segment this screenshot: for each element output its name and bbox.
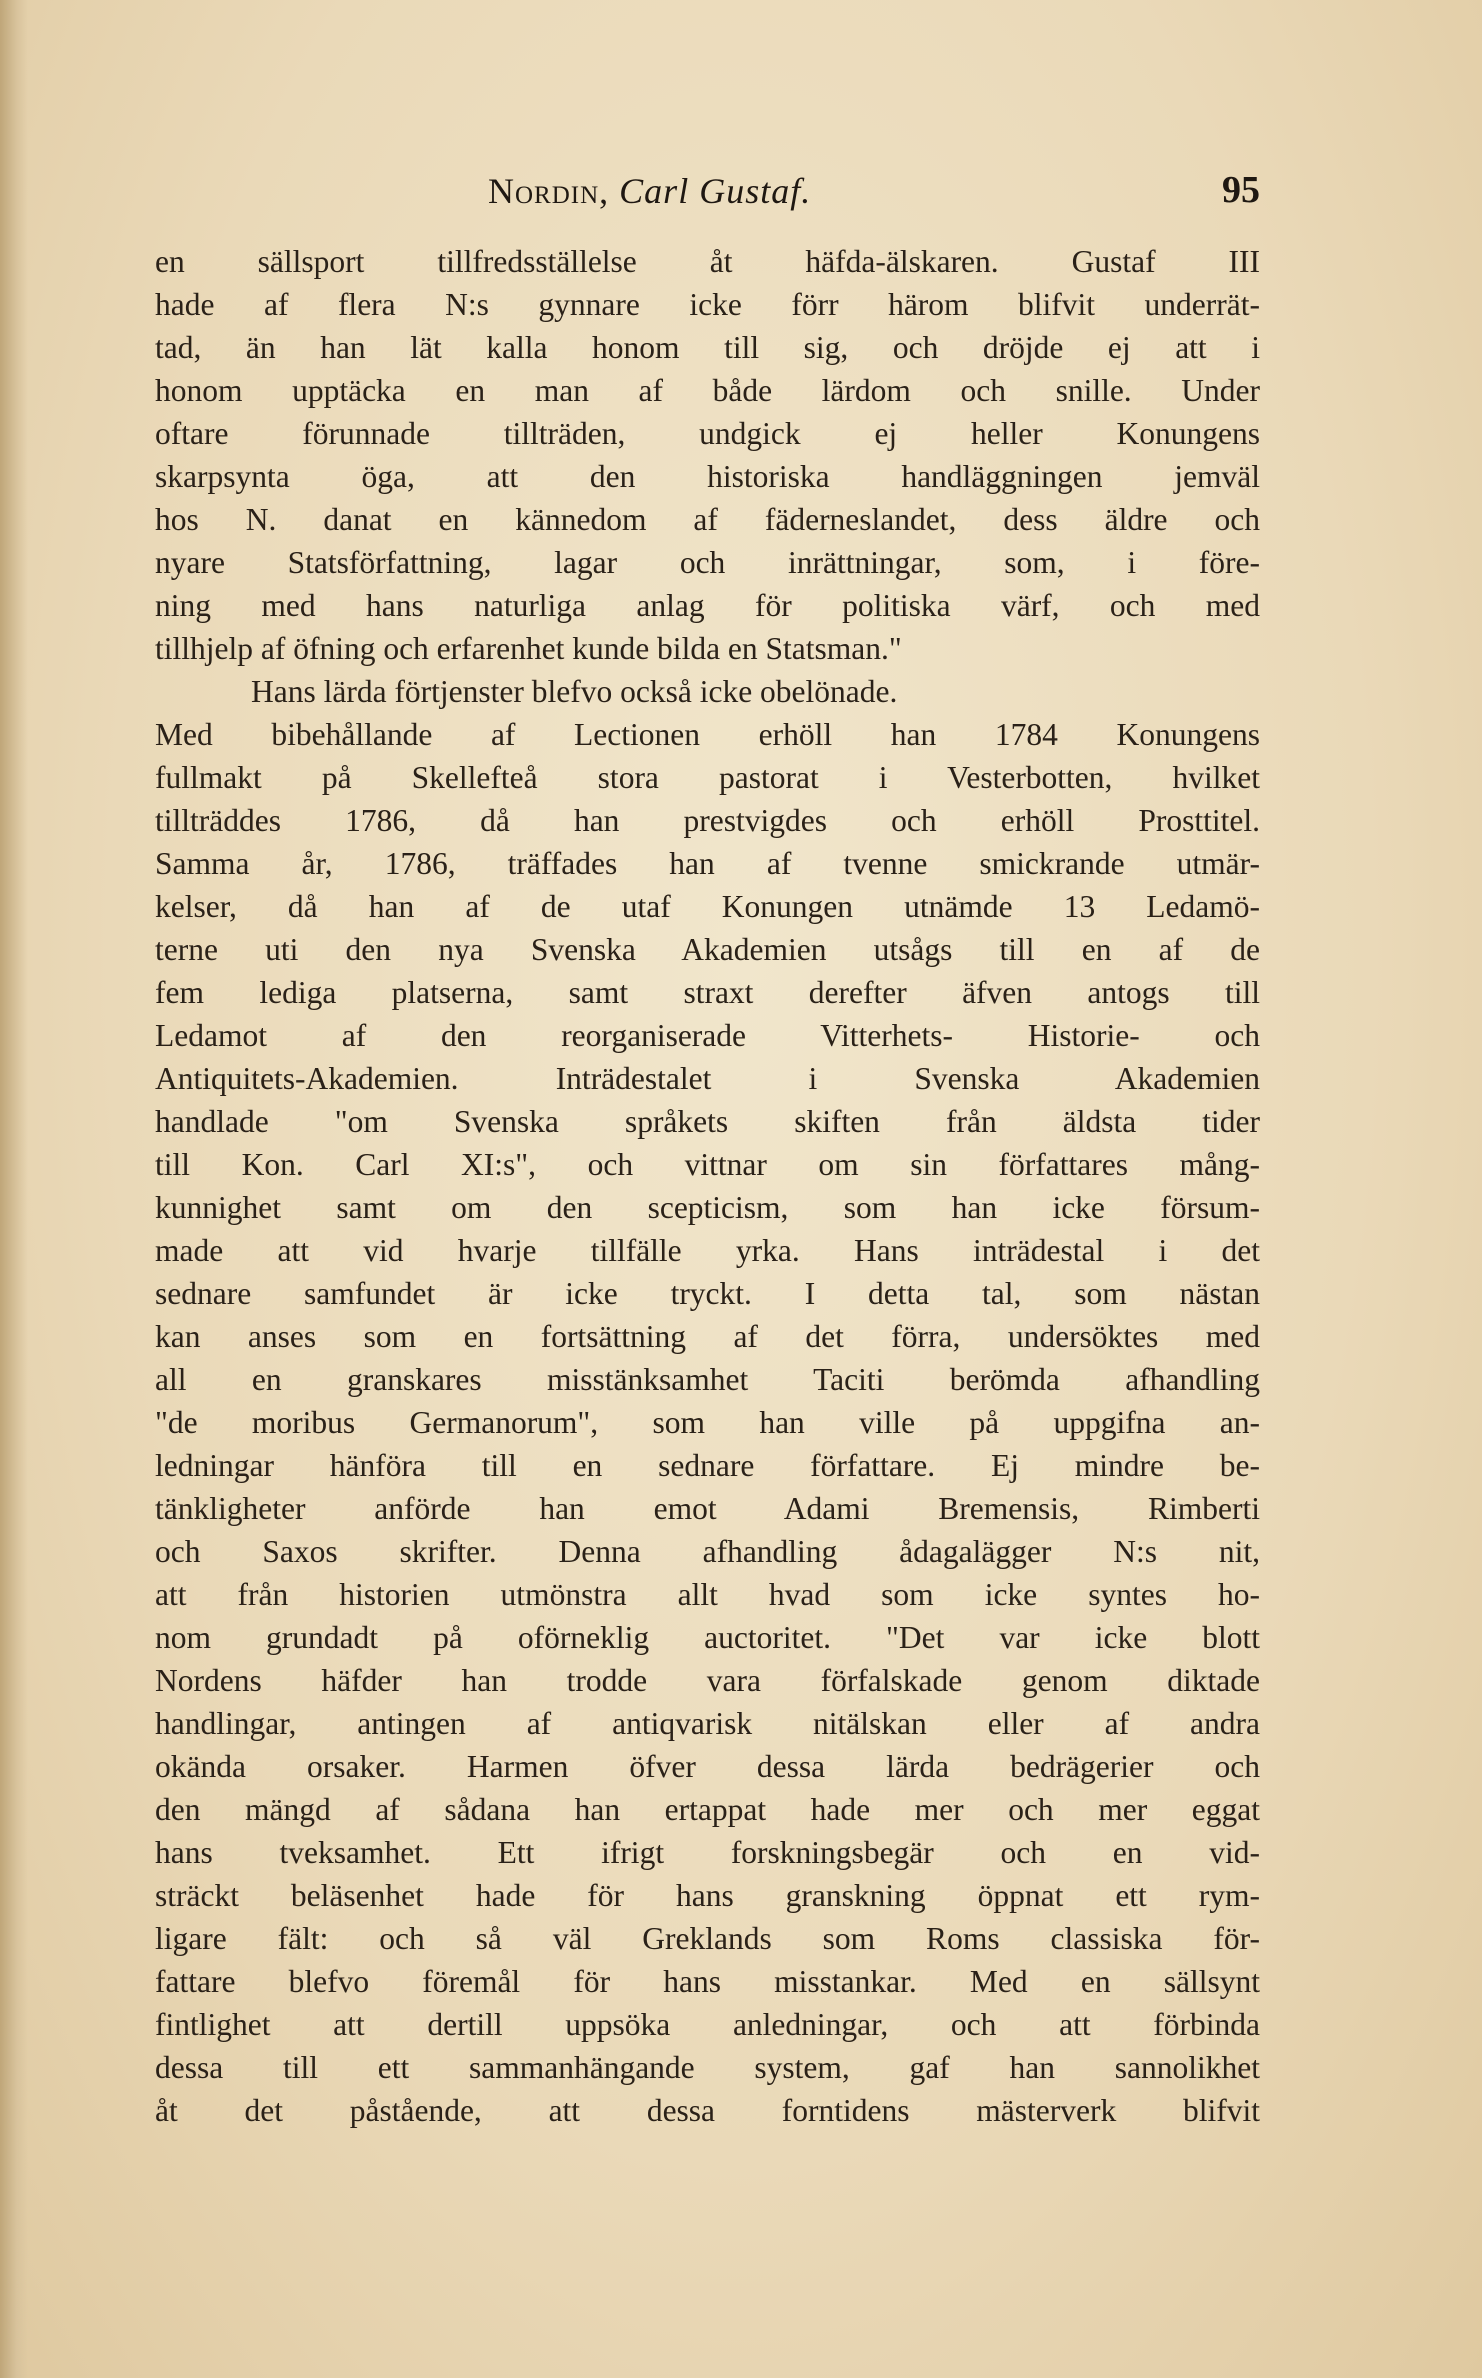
text-line: Ledamot af den reorganiserade Vitterhets- Historie- och: [155, 1018, 1260, 1053]
text-line: ligare fält: och så väl Greklands som Roms classiska för-: [155, 1921, 1260, 1956]
text-line: nom grundadt på oförneklig auctoritet. "Det var icke blott: [155, 1620, 1260, 1655]
text-line: "de moribus Germanorum", som han ville på uppgifna an-: [155, 1405, 1260, 1440]
text-line: tillhjelp af öfning och erfarenhet kunde bilda en Statsman.": [155, 631, 902, 666]
page-number: 95: [1222, 169, 1260, 211]
text-line: att från historien utmönstra allt hvad som icke syntes ho-: [155, 1577, 1260, 1612]
text-line: tillträddes 1786, då han prestvigdes och erhöll Prosttitel.: [155, 803, 1260, 838]
running-head: [488, 170, 811, 212]
paragraph-start-line: Hans lärda förtjenster blefvo också icke obelönade.: [251, 674, 898, 709]
running-head-author: Nordin,: [488, 171, 610, 211]
text-line: oftare förunnade tillträden, undgick ej heller Konungens: [155, 416, 1260, 451]
page-header: [480, 168, 1270, 218]
text-line: handlade "om Svenska språkets skiften från äldsta tider: [155, 1104, 1260, 1139]
text-line: till Kon. Carl XI:s", och vittnar om sin författares mång-: [155, 1147, 1260, 1182]
text-line: tad, än han lät kalla honom till sig, och dröjde ej att i: [155, 330, 1260, 365]
page-edge-shadow: [0, 0, 28, 2378]
text-line: fem lediga platserna, samt straxt derefter äfven antogs till: [155, 975, 1260, 1010]
text-line: honom upptäcka en man af både lärdom och snille. Under: [155, 373, 1260, 408]
text-line: tänkligheter anförde han emot Adami Bremensis, Rimberti: [155, 1491, 1260, 1526]
text-line: fattare blefvo föremål för hans misstankar. Med en sällsynt: [155, 1964, 1260, 1999]
text-line: kelser, då han af de utaf Konungen utnämde 13 Ledamö-: [155, 889, 1260, 924]
text-line: okända orsaker. Harmen öfver dessa lärda bedrägerier och: [155, 1749, 1260, 1784]
text-line: hans tveksamhet. Ett ifrigt forskningsbegär och en vid-: [155, 1835, 1260, 1870]
text-line: sträckt beläsenhet hade för hans granskning öppnat ett rym-: [155, 1878, 1260, 1913]
text-line: Nordens häfder han trodde vara förfalskade genom diktade: [155, 1663, 1260, 1698]
text-line: hade af flera N:s gynnare icke förr härom blifvit underrät-: [155, 287, 1260, 322]
text-line: fullmakt på Skellefteå stora pastorat i Vesterbotten, hvilket: [155, 760, 1260, 795]
text-line: ning med hans naturliga anlag för politiska värf, och med: [155, 588, 1260, 623]
text-line: en sällsport tillfredsställelse åt häfda-älskaren. Gustaf III: [155, 244, 1260, 279]
text-line: all en granskares misstänksamhet Taciti berömda afhandling: [155, 1362, 1260, 1397]
text-line: terne uti den nya Svenska Akademien utsågs till en af de: [155, 932, 1260, 967]
text-line: skarpsynta öga, att den historiska handläggningen jemväl: [155, 459, 1260, 494]
running-head-given-names: Carl Gustaf.: [619, 171, 812, 211]
text-line: handlingar, antingen af antiqvarisk nitälskan eller af andra: [155, 1706, 1260, 1741]
text-line: sednare samfundet är icke tryckt. I detta tal, som nästan: [155, 1276, 1260, 1311]
text-line: den mängd af sådana han ertappat hade mer och mer eggat: [155, 1792, 1260, 1827]
text-line: hos N. danat en kännedom af fäderneslandet, dess äldre och: [155, 502, 1260, 537]
text-line: och Saxos skrifter. Denna afhandling ådagalägger N:s nit,: [155, 1534, 1260, 1569]
text-line: kunnighet samt om den scepticism, som han icke försum-: [155, 1190, 1260, 1225]
body-text: [155, 240, 1260, 2132]
text-line: dessa till ett sammanhängande system, gaf han sannolikhet: [155, 2050, 1260, 2085]
text-line: Antiquitets-Akademien. Inträdestalet i Svenska Akademien: [155, 1061, 1260, 1096]
text-line: Med bibehållande af Lectionen erhöll han 1784 Konungens: [155, 717, 1260, 752]
text-line: fintlighet att dertill uppsöka anledningar, och att förbinda: [155, 2007, 1260, 2042]
text-line: åt det påstående, att dessa forntidens mästerverk blifvit: [155, 2093, 1260, 2128]
text-line: made att vid hvarje tillfälle yrka. Hans inträdestal i det: [155, 1233, 1260, 1268]
text-line: kan anses som en fortsättning af det förra, undersöktes med: [155, 1319, 1260, 1354]
text-line: ledningar hänföra till en sednare författare. Ej mindre be-: [155, 1448, 1260, 1483]
text-line: nyare Statsförfattning, lagar och inrättningar, som, i före-: [155, 545, 1260, 580]
text-line: Samma år, 1786, träffades han af tvenne smickrande utmär-: [155, 846, 1260, 881]
